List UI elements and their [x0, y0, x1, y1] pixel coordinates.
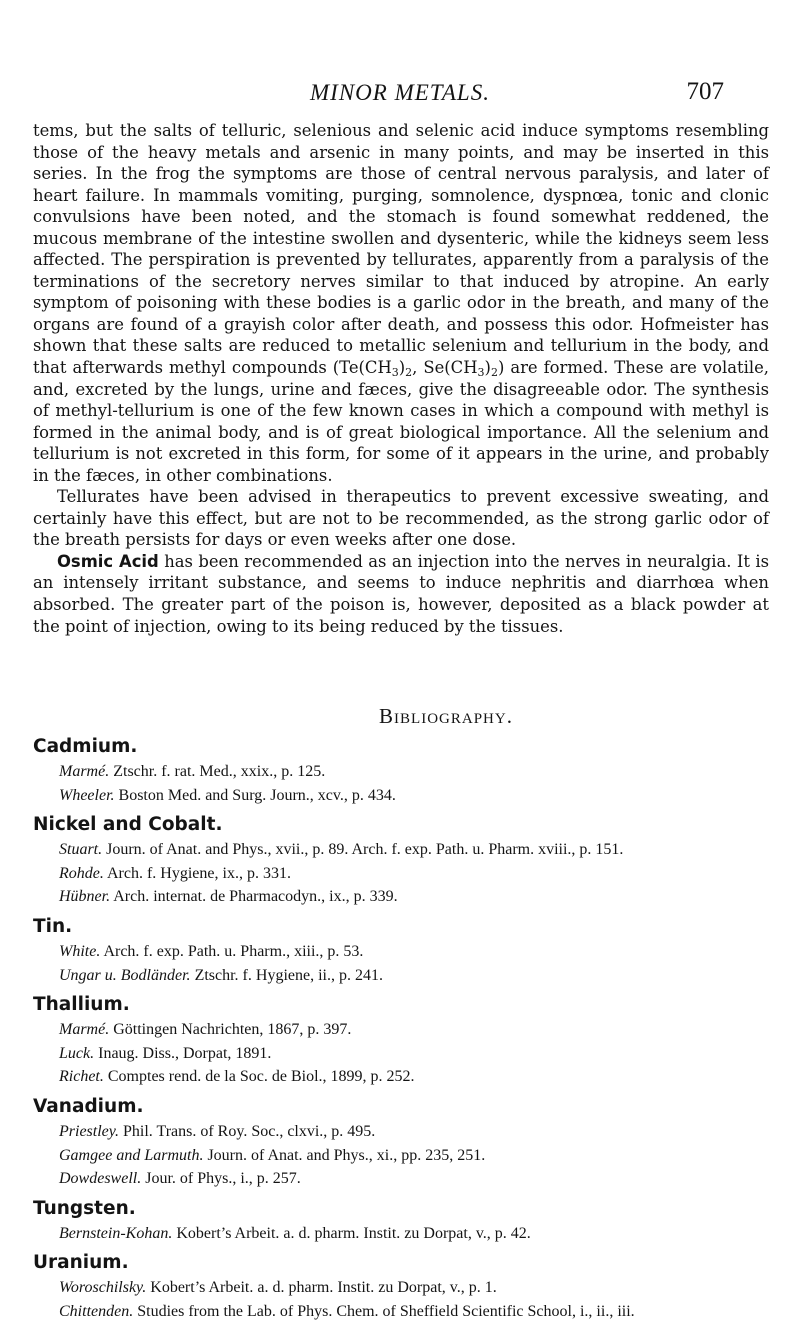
- reference-author: Stuart.: [59, 841, 103, 859]
- paragraph-osmic-acid: Osmic Acid has been recommended as an injection into the nerves in neuralgia. It is an intensely irritant substance, and seems to induce nephritis and diarrhœa when absorbed. The greater part of the poison is, however, deposited as a black powder at the point of injection, owing to its being reduced by the tissues.: [33, 551, 769, 636]
- reference-author: Hübner.: [59, 888, 111, 906]
- paragraph-tellurates: Tellurates have been advised in therapeutics to prevent excessive sweating, and certainly have this effect, but are not to be recommended, as the strong garlic odor of the breath persists for days or even weeks after one dose.: [33, 487, 769, 550]
- bibliography-reference: [33, 838, 769, 862]
- bibliography-section-title: Uranium.: [33, 1252, 129, 1274]
- reference-citation: Boston Med. and Surg. Journ., xcv., p. 434.: [114, 786, 396, 804]
- reference-citation: Arch. f. Hygiene, ix., p. 331.: [103, 864, 291, 882]
- paragraph-tellurium: tems, but the salts of telluric, selenious and selenic acid induce symptoms resembling those of the heavy metals and arsenic in many points, and may be inserted in this series. In the frog the symptoms are those of central nervous paralysis, and later of heart failure. In mammals vomiting, purging, somnolence, dyspnœa, tonic and clonic convulsions have been noted, and the stomach is found somewhat reddened, the mucous membrane of the intestine swollen and dysenteric, while the kidneys seem less affected. The perspiration is prevented by tellurates, apparently from a paralysis of the terminations of the secretory nerves similar to that induced by atropine. An early symptom of poisoning with these bodies is a garlic odor in the breath, and many of the organs are found of a grayish color after death, and possess this odor. Hofmeister has shown that these salts are reduced to metallic selenium and tellurium in the body, and that afterwards methyl compounds ($Te(CH_3)_2$, $Se(CH_3)_2$) are formed. These are volatile, and, excreted by the lungs, urine and fæces, give the disagreeable odor. The synthesis of methyl-tellurium is one of the few known cases in which a compound with methyl is formed in the animal body, and is of great biological importance. All the selenium and tellurium is not excreted in this form, for some of it appears in the urine, and probably in the fæces, in other combinations.: [33, 121, 769, 485]
- reference-citation: Kobert’s Arbeit. a. d. pharm. Instit. zu Dorpat, v., p. 42.: [172, 1224, 531, 1242]
- reference-citation: Journ. of Anat. and Phys., xvii., p. 89. Arch. f. exp. Path. u. Pharm. xviii., p. 151.: [102, 841, 624, 859]
- bibliography-reference: [33, 1018, 769, 1042]
- bibliography: [33, 703, 769, 1324]
- bibliography-section-title: Tin.: [33, 915, 73, 937]
- reference-author: Wheeler.: [59, 786, 115, 804]
- reference-citation: Jour. of Phys., i., p. 257.: [141, 1170, 301, 1188]
- bibliography-reference: [33, 862, 769, 886]
- reference-citation: Inaug. Diss., Dorpat, 1891.: [94, 1044, 272, 1062]
- reference-author: White.: [59, 942, 101, 960]
- reference-author: Woroschilsky.: [59, 1279, 147, 1297]
- reference-author: Bernstein-Kohan.: [59, 1224, 173, 1242]
- reference-author: Rohde.: [59, 864, 104, 882]
- bibliography-section-title: Thallium.: [33, 994, 130, 1016]
- reference-author: Chittenden.: [59, 1302, 134, 1320]
- reference-citation: Ztschr. f. rat. Med., xxix., p. 125.: [109, 763, 326, 780]
- bibliography-reference: [33, 1167, 769, 1191]
- bibliography-reference: [33, 885, 769, 909]
- bibliography-reference: [33, 1065, 769, 1089]
- bibliography-reference: [33, 1120, 769, 1144]
- bibliography-reference: [33, 1144, 769, 1168]
- reference-citation: Kobert’s Arbeit. a. d. pharm. Instit. zu Dorpat, v., p. 1.: [146, 1279, 497, 1297]
- reference-citation: Arch. f. exp. Path. u. Pharm., xiii., p. 53.: [100, 942, 364, 960]
- reference-author: Luck.: [59, 1044, 95, 1062]
- bibliography-reference: [33, 1222, 769, 1246]
- bibliography-sections: [33, 729, 769, 1324]
- body-text: [33, 120, 769, 637]
- bibliography-heading: Bibliography.: [379, 704, 513, 728]
- reference-citation: Journ. of Anat. and Phys., xi., pp. 235, 251.: [203, 1146, 486, 1164]
- bibliography-section-title: Cadmium.: [33, 736, 138, 757]
- reference-author: Marmé.: [59, 763, 110, 780]
- bibliography-reference: [33, 760, 769, 784]
- bibliography-reference: [33, 1276, 769, 1300]
- bibliography-section-title: Vanadium.: [33, 1095, 144, 1117]
- bibliography-reference: [33, 1042, 769, 1066]
- reference-author: Priestley.: [59, 1122, 119, 1140]
- reference-author: Gamgee and Larmuth.: [59, 1146, 204, 1164]
- reference-citation: Studies from the Lab. of Phys. Chem. of Sheffield Scientific School, i., ii., iii.: [133, 1302, 635, 1320]
- page-number: 707: [686, 78, 724, 105]
- reference-author: Ungar u. Bodländer.: [59, 966, 191, 984]
- reference-author: Richet.: [59, 1068, 104, 1086]
- bibliography-section-title: Tungsten.: [33, 1197, 136, 1219]
- reference-citation: Phil. Trans. of Roy. Soc., clxvi., p. 495.: [118, 1122, 376, 1140]
- bibliography-section-title: Nickel and Cobalt.: [33, 814, 223, 836]
- reference-citation: Ztschr. f. Hygiene, ii., p. 241.: [190, 966, 383, 984]
- bibliography-reference: [33, 784, 769, 808]
- reference-author: Marmé.: [59, 1021, 110, 1039]
- bibliography-reference: [33, 940, 769, 964]
- running-head-title: MINOR METALS.: [310, 80, 490, 105]
- reference-citation: Göttingen Nachrichten, 1867, p. 397.: [109, 1021, 352, 1039]
- reference-author: Dowdeswell.: [59, 1170, 142, 1188]
- running-head: [0, 78, 800, 112]
- reference-citation: Arch. internat. de Pharmacodyn., ix., p. 339.: [110, 888, 398, 906]
- bibliography-reference: [33, 1300, 769, 1324]
- osmic-acid-heading: Osmic Acid: [57, 551, 159, 571]
- reference-citation: Comptes rend. de la Soc. de Biol., 1899, p. 252.: [103, 1068, 415, 1086]
- bibliography-reference: [33, 964, 769, 988]
